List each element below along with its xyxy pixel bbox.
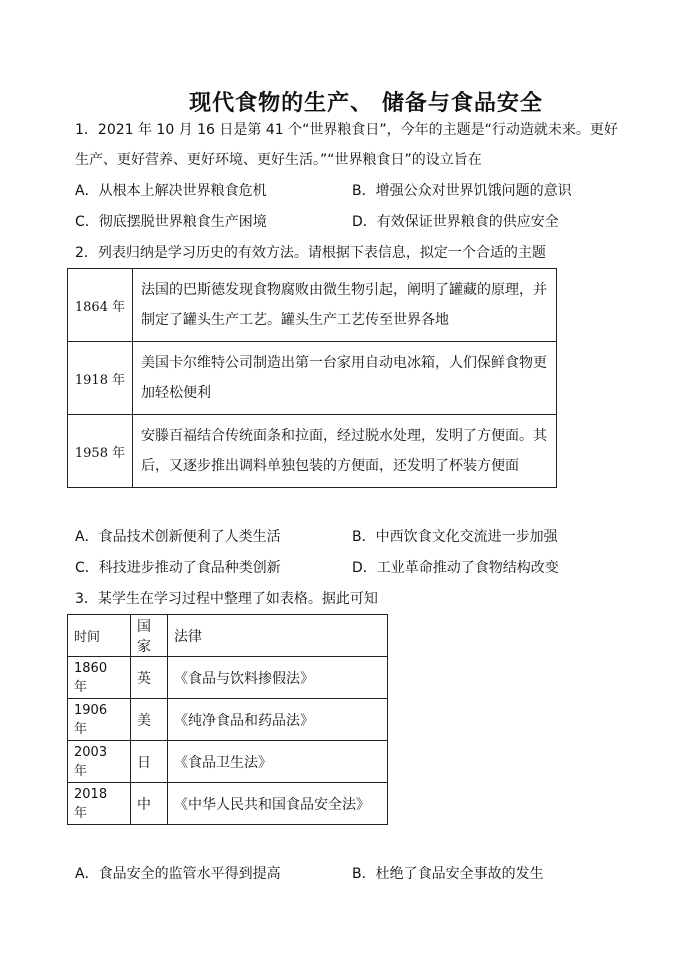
table-header-row <box>68 615 388 657</box>
q1-option-a: A．从根本上解决世界粮食危机 <box>75 183 267 199</box>
q2-option-b: B．中西饮食文化交流进一步加强 <box>352 529 558 545</box>
q2-row-desc-line-2: 后，又逐步推出调料单独包装的方便面，还发明了杯装方便面 <box>141 458 519 474</box>
q2-row-desc-line-1: 安滕百福结合传统面条和拉面，经过脱水处理，发明了方便面。其 <box>141 428 547 444</box>
q2-option-d: D．工业革命推动了食物结构改变 <box>352 560 559 576</box>
q3-option-b: B．杜绝了食品安全事故的发生 <box>352 866 544 882</box>
q2-row-desc-line-2: 加轻松便利 <box>141 385 211 401</box>
q3-stem: 3．某学生在学习过程中整理了如表格。据此可知 <box>75 591 378 607</box>
q2-row-year: 1918 年 <box>68 342 133 415</box>
cell-country: 日 <box>131 741 168 783</box>
cell-law: 《中华人民共和国食品安全法》 <box>168 783 388 825</box>
q2-table <box>67 268 557 488</box>
q2-option-a: A．食品技术创新便利了人类生活 <box>75 529 281 545</box>
cell-law: 《食品卫生法》 <box>168 741 388 783</box>
q2-row-desc-line-1: 法国的巴斯德发现食物腐败由微生物引起，阐明了罐藏的原理，并 <box>141 282 547 298</box>
table-row <box>68 783 388 825</box>
q2-row-description <box>133 415 557 488</box>
q2-row-desc-line-1: 美国卡尔维特公司制造出第一台家用自动电冰箱，人们保鲜食物更 <box>141 355 547 371</box>
cell-law: 《食品与饮料掺假法》 <box>168 657 388 699</box>
table-row <box>68 415 557 488</box>
table-row <box>68 741 388 783</box>
q2-row-description <box>133 342 557 415</box>
q1-stem-line-2: 生产、更好营养、更好环境、更好生活。”“世界粮食日”的设立旨在 <box>75 152 482 168</box>
header-country: 国家 <box>131 615 168 657</box>
header-law: 法律 <box>168 615 388 657</box>
q1-stem-line-1: 1．2021 年 10 月 16 日是第 41 个“世界粮食日”，今年的主题是“行动造就未来。更好 <box>75 122 618 138</box>
table-row <box>68 342 557 415</box>
q2-stem: 2．列表归纳是学习历史的有效方法。请根据下表信息，拟定一个合适的主题 <box>75 245 546 261</box>
q1-option-d: D．有效保证世界粮食的供应安全 <box>352 214 559 230</box>
q1-option-b: B．增强公众对世界饥饿问题的意识 <box>352 183 572 199</box>
cell-time: 2003 年 <box>68 741 131 783</box>
header-time: 时间 <box>68 615 131 657</box>
cell-time: 1860 年 <box>68 657 131 699</box>
cell-time: 2018 年 <box>68 783 131 825</box>
q1-option-c: C．彻底摆脱世界粮食生产困境 <box>75 214 267 230</box>
q3-option-a: A．食品安全的监管水平得到提高 <box>75 866 281 882</box>
cell-country: 美 <box>131 699 168 741</box>
q2-option-c: C．科技进步推动了食品种类创新 <box>75 560 281 576</box>
page-title: 现代食物的生产、 储备与食品安全 <box>189 91 543 116</box>
q3-table <box>67 614 388 825</box>
table-row <box>68 269 557 342</box>
cell-country: 中 <box>131 783 168 825</box>
q2-row-year: 1958 年 <box>68 415 133 488</box>
table-row <box>68 657 388 699</box>
q2-row-description <box>133 269 557 342</box>
q2-row-desc-line-2: 制定了罐头生产工艺。罐头生产工艺传至世界各地 <box>141 312 449 328</box>
q2-row-year: 1864 年 <box>68 269 133 342</box>
cell-country: 英 <box>131 657 168 699</box>
cell-time: 1906 年 <box>68 699 131 741</box>
cell-law: 《纯净食品和药品法》 <box>168 699 388 741</box>
table-row <box>68 699 388 741</box>
